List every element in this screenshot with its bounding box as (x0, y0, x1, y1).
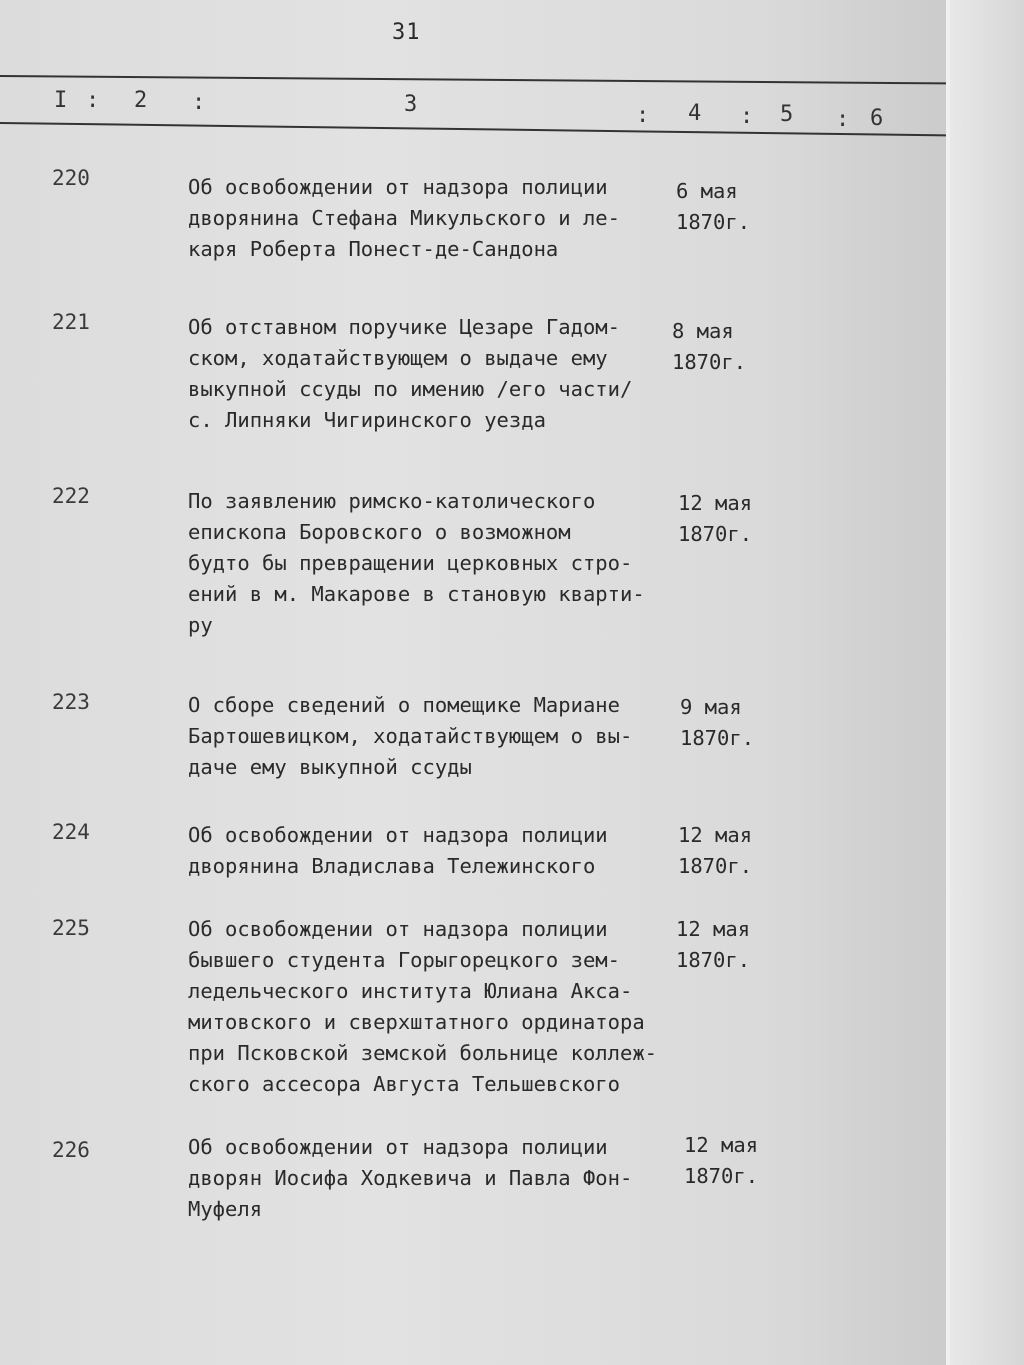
date-day: 12 мая (678, 823, 753, 847)
description-line: Об отставном поручике Цезаре Гадом- (188, 315, 620, 339)
entry-date (672, 316, 746, 378)
entry-description (188, 914, 708, 1100)
entry-number: 225 (52, 916, 90, 940)
entry-date (676, 176, 750, 238)
description-line: Бартошевицком, ходатайствующем о вы- (188, 724, 633, 748)
date-day: 6 мая (676, 179, 738, 203)
entry-date (678, 488, 752, 550)
description-line: Об освобождении от надзора полиции (188, 175, 608, 199)
page-number: 31 (392, 20, 421, 45)
description-line: каря Роберта Понест-де-Сандона (188, 237, 559, 261)
date-day: 12 мая (678, 491, 753, 515)
date-day: 12 мая (676, 917, 751, 941)
description-line: Об освобождении от надзора полиции (188, 823, 608, 847)
entry-number: 222 (52, 484, 90, 508)
col-header-6: 6 (870, 106, 884, 131)
description-line: дворян Иосифа Ходкевича и Павла Фон- (188, 1166, 633, 1190)
date-year: 1870г. (678, 854, 753, 878)
date-day: 8 мая (672, 319, 734, 343)
description-line: Муфеля (188, 1197, 263, 1221)
description-line: епископа Боровского о возможном (188, 520, 571, 544)
description-line: ений в м. Макарове в становую кварти- (188, 582, 645, 606)
date-year: 1870г. (680, 726, 755, 750)
entry-number: 220 (52, 166, 90, 190)
description-line: митовского и сверхштатного ординатора (188, 1010, 645, 1034)
underlying-sheet (950, 0, 1024, 1365)
entry-description (188, 690, 708, 783)
description-line: О сборе сведений о помещике Мариане (188, 693, 620, 717)
description-line: дворянина Стефана Микульского и ле- (188, 206, 620, 230)
entry-number: 221 (52, 310, 90, 334)
date-year: 1870г. (684, 1164, 759, 1188)
description-line: ского ассесора Августа Тельшевского (188, 1072, 620, 1096)
description-line: выкупной ссуды по имению /его части/ (188, 377, 633, 401)
description-line: будто бы превращении церковных стро- (188, 551, 633, 575)
entry-date (678, 820, 752, 882)
col-header-sep: : (740, 104, 754, 129)
entry-number: 223 (52, 690, 90, 714)
entry-description (188, 486, 708, 641)
entry-date (676, 914, 750, 976)
description-line: с. Липняки Чигиринского уезда (188, 408, 546, 432)
col-header-5: 5 (780, 102, 794, 127)
entry-number: 224 (52, 820, 90, 844)
description-line: даче ему выкупной ссуды (188, 755, 472, 779)
description-line: дворянина Владислава Тележинского (188, 854, 596, 878)
entry-description (188, 1132, 708, 1225)
description-line: ру (188, 613, 213, 637)
description-line: Об освобождении от надзора полиции (188, 917, 608, 941)
description-line: ледельческого института Юлиана Акса- (188, 979, 633, 1003)
col-header-sep: : (86, 88, 100, 113)
date-day: 9 мая (680, 695, 742, 719)
col-header-sep: : (836, 107, 850, 132)
date-year: 1870г. (676, 210, 751, 234)
description-line: ском, ходатайствующем о выдаче ему (188, 346, 608, 370)
col-header-2: 2 (134, 88, 148, 113)
date-year: 1870г. (672, 350, 747, 374)
entry-number: 226 (52, 1138, 90, 1162)
col-header-sep: : (636, 103, 650, 128)
description-line: при Псковской земской больнице коллеж- (188, 1041, 657, 1065)
entry-description (188, 312, 708, 436)
entry-description (188, 820, 708, 882)
col-header-sep: : (192, 90, 206, 115)
entry-description (188, 172, 708, 265)
description-line: По заявлению римско-католического (188, 489, 596, 513)
col-header-4: 4 (688, 101, 702, 126)
col-header-3: 3 (404, 92, 418, 117)
entry-date (684, 1130, 758, 1192)
date-year: 1870г. (678, 522, 753, 546)
description-line: бывшего студента Горыгорецкого зем- (188, 948, 620, 972)
col-header-1: I (54, 88, 68, 113)
date-year: 1870г. (676, 948, 751, 972)
date-day: 12 мая (684, 1133, 759, 1157)
description-line: Об освобождении от надзора полиции (188, 1135, 608, 1159)
entry-date (680, 692, 754, 754)
